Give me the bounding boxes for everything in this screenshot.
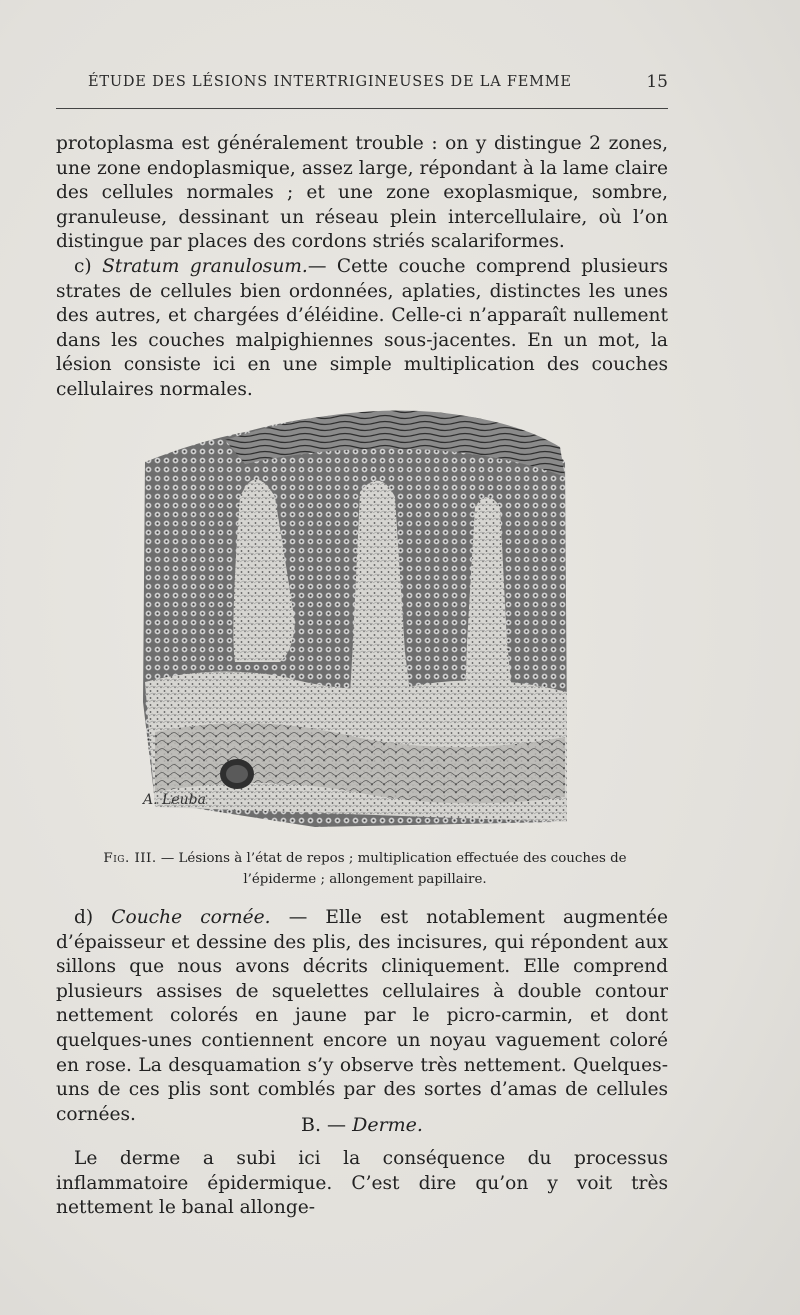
paragraph-stratum-granulosum — [56, 255, 668, 403]
histology-figure — [135, 402, 575, 830]
paragraph-text: — Cette couche comprend plusieurs strates de cellules bien ordonnées, aplaties, distinctes les unes des autres, et chargées d’éléidine. Celle-ci n’apparaît nullement dans les couches malpighiennes sous-jacentes. En un mot, la lésion consiste ici en une simple multiplication des couches cellulaires normales. — [56, 255, 668, 400]
page-number: 15 — [646, 72, 668, 92]
section-title-derme — [56, 1114, 668, 1136]
running-head-title: ÉTUDE DES LÉSIONS INTERTRIGINEUSES DE LA FEMME — [88, 74, 572, 90]
paragraph-couche-cornee — [56, 906, 668, 1127]
paragraph-derme: Le derme a subi ici la conséquence du processus inflammatoire épidermique. C’est dire qu’on y voit très nettement le banal allonge- — [56, 1148, 668, 1219]
header-rule — [56, 108, 668, 109]
item-label: d) — [74, 907, 112, 928]
section-letter: B. — — [301, 1114, 353, 1136]
subheading-stratum-granulosum: Stratum granulosum. — [102, 255, 308, 277]
text-block-derme — [56, 1147, 668, 1221]
caption-text: — Lésions à l’état de repos ; multiplication effectuée des couches de l’épiderme ; allongement papillaire. — [156, 851, 627, 887]
section-name: Derme. — [352, 1114, 423, 1136]
subheading-couche-cornee: Couche cornée. — [111, 907, 271, 928]
text-block-upper — [56, 132, 668, 403]
paragraph-text: — Elle est notablement augmentée d’épaisseur et dessine des plis, des incisures, qui répondent aux sillons que nous avons décrits cliniquement. Elle comprend plusieurs assises de squelettes cellulaires à double contour nettement colorés en jaune par le picro-carmin, et dont quelques-unes contiennent encore un noyau vaguement coloré en rose. La desquamation s’y observe très nettement. Quelques-uns de ces plis sont comblés par des sortes d’amas de cellules cornées. — [56, 907, 668, 1125]
paragraph-protoplasma: protoplasma est généralement trouble : on y distingue 2 zones, une zone endoplasmique, assez large, répondant à la lame claire des cellules normales ; et une zone exoplasmique, sombre, granuleuse, dessinant un réseau plein intercellulaire, où l’on distingue par places des cordons striés scalariformes. — [56, 133, 668, 253]
text-block-lower — [56, 906, 668, 1127]
figure-caption — [70, 848, 660, 890]
artist-signature: A. Leuba — [143, 792, 206, 808]
figure-label: Fig. III. — [103, 851, 157, 866]
skin-section-engraving — [135, 402, 575, 830]
item-label: c) — [74, 255, 103, 277]
